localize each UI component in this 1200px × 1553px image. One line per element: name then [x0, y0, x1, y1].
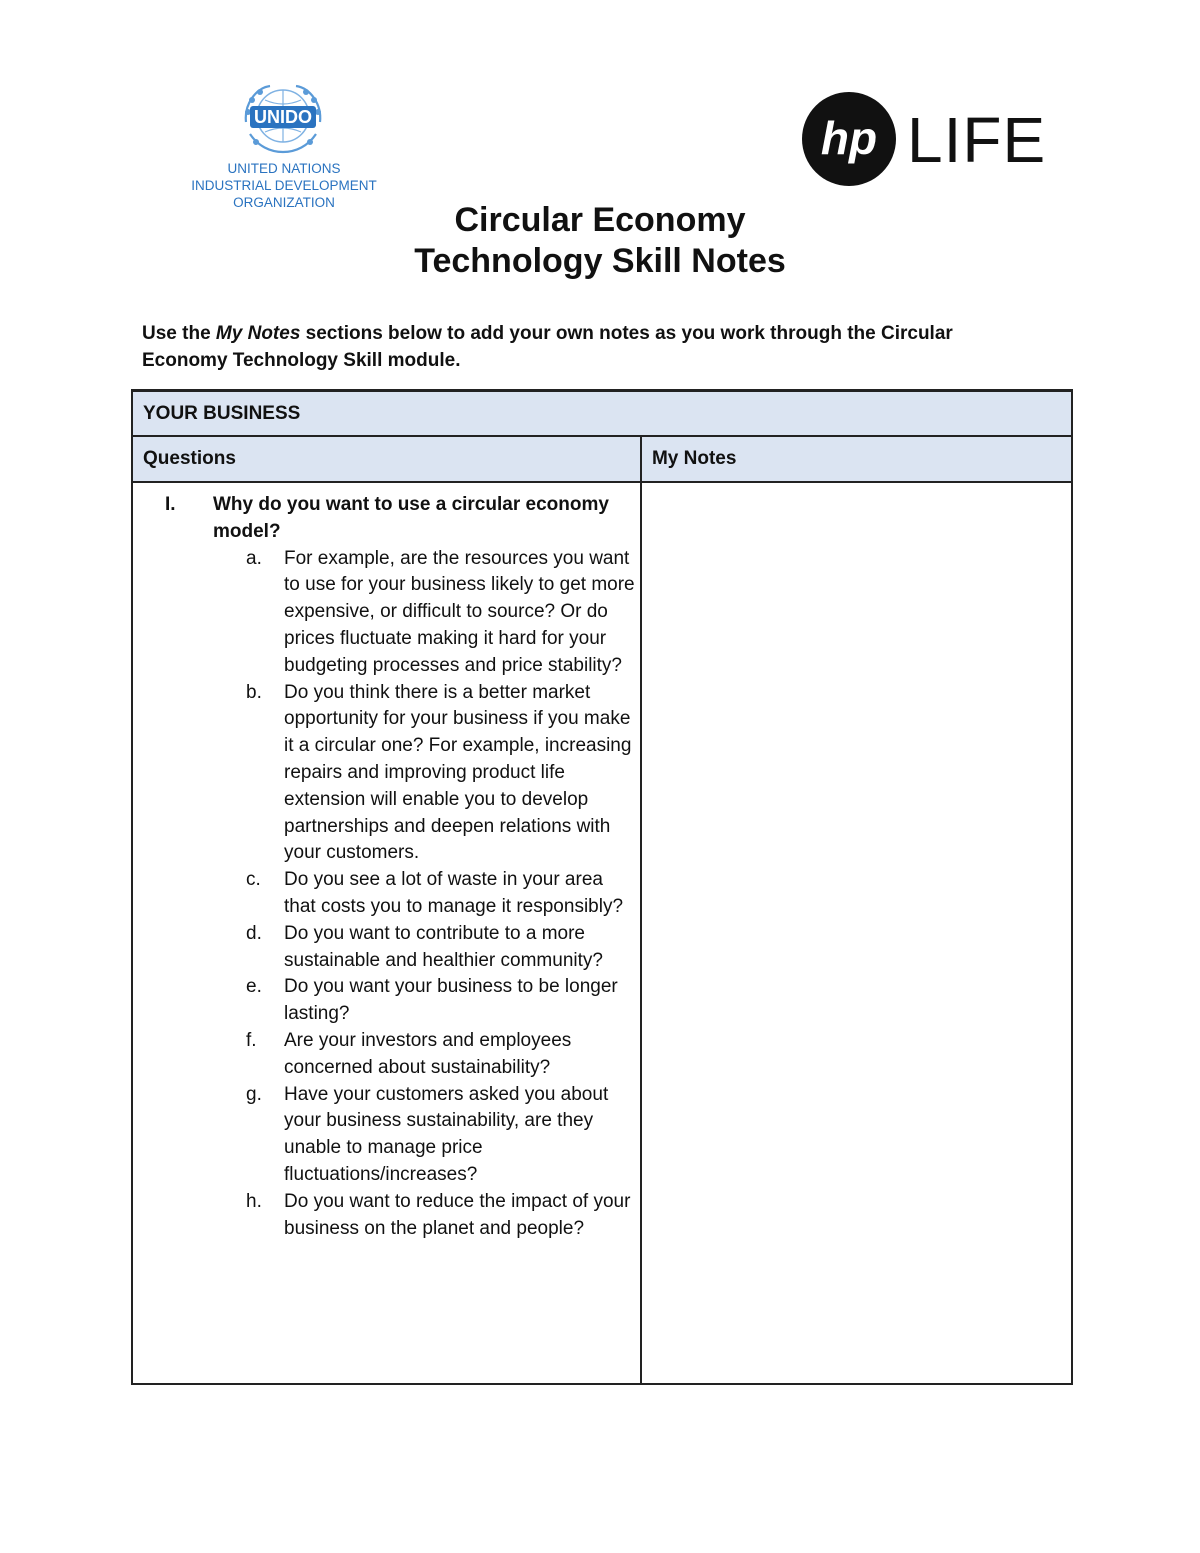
- question-block: [133, 483, 640, 1242]
- column-header-my-notes: My Notes: [641, 436, 1072, 482]
- hp-logo-icon: [800, 90, 898, 188]
- intro-after: sections below to add your own notes as you work through the Circular Economy Technology Skill module.: [142, 323, 953, 371]
- sub-question-text: For example, are the resources you want to use for your business likely to get more expensive, or difficult to source? Or do prices fluctuate making it hard for your budgeting processes and price stability?: [284, 547, 635, 676]
- my-notes-cell[interactable]: [641, 482, 1072, 1384]
- sub-question-letter: b.: [246, 681, 262, 703]
- sub-question-letter: h.: [246, 1190, 262, 1212]
- question-number: I.: [165, 494, 176, 515]
- sub-question-letter: g.: [246, 1083, 262, 1105]
- section-header: YOUR BUSINESS: [132, 391, 1072, 437]
- page-title-line1: Circular Economy: [454, 201, 746, 239]
- sub-question-text: Have your customers asked you about your business sustainability, are they unable to manage price fluctuations/increases?: [284, 1083, 609, 1185]
- sub-question: [246, 680, 636, 868]
- hp-life-text: LIFE: [907, 104, 1047, 176]
- sub-question-letter: e.: [246, 976, 262, 998]
- sub-question-text: Do you want your business to be longer lasting?: [284, 976, 618, 1025]
- intro-before: Use the: [142, 323, 216, 344]
- un-emblem-icon: [240, 82, 326, 154]
- sub-question: [246, 1028, 636, 1082]
- hp-life-logo: [800, 90, 1047, 190]
- sub-question: [246, 1082, 636, 1189]
- unido-org-line2: INDUSTRIAL DEVELOPMENT ORGANIZATION: [191, 178, 377, 210]
- sub-question: [246, 546, 636, 680]
- sub-question-text: Are your investors and employees concerned about sustainability?: [284, 1029, 572, 1078]
- sub-question-text: Do you see a lot of waste in your area that costs you to manage it responsibly?: [284, 869, 624, 917]
- sub-question-letter: f.: [246, 1029, 257, 1051]
- sub-question-text: Do you want to contribute to a more sustainable and healthier community?: [284, 922, 603, 971]
- sub-question-list: [133, 546, 640, 1243]
- sub-question-letter: c.: [246, 869, 261, 891]
- sub-question-letter: d.: [246, 922, 262, 944]
- page-title-line2: Technology Skill Notes: [414, 242, 786, 280]
- intro-emphasis: My Notes: [215, 323, 301, 344]
- sub-question: [246, 1189, 636, 1243]
- unido-logo: [144, 82, 424, 210]
- sub-question: [246, 867, 636, 921]
- hp-mark: hp: [820, 112, 878, 164]
- intro-text: [142, 320, 1042, 374]
- notes-table: [131, 389, 1073, 1385]
- sub-question: [246, 974, 636, 1028]
- unido-org-line1: UNITED NATIONS: [227, 161, 341, 176]
- question-text: Why do you want to use a circular economy model?: [213, 494, 609, 542]
- sub-question-letter: a.: [246, 547, 262, 569]
- unido-wordmark: UNIDO: [254, 107, 312, 127]
- questions-cell: [132, 482, 641, 1384]
- sub-question-text: Do you think there is a better market opportunity for your business if you make it a circular one? For example, increasing repairs and improving product life extension will enable you to develop partnerships and deepen relations with your customers.: [284, 681, 632, 864]
- sub-question-text: Do you want to reduce the impact of your business on the planet and people?: [284, 1190, 631, 1239]
- sub-question: [246, 921, 636, 975]
- column-header-questions: Questions: [132, 436, 641, 482]
